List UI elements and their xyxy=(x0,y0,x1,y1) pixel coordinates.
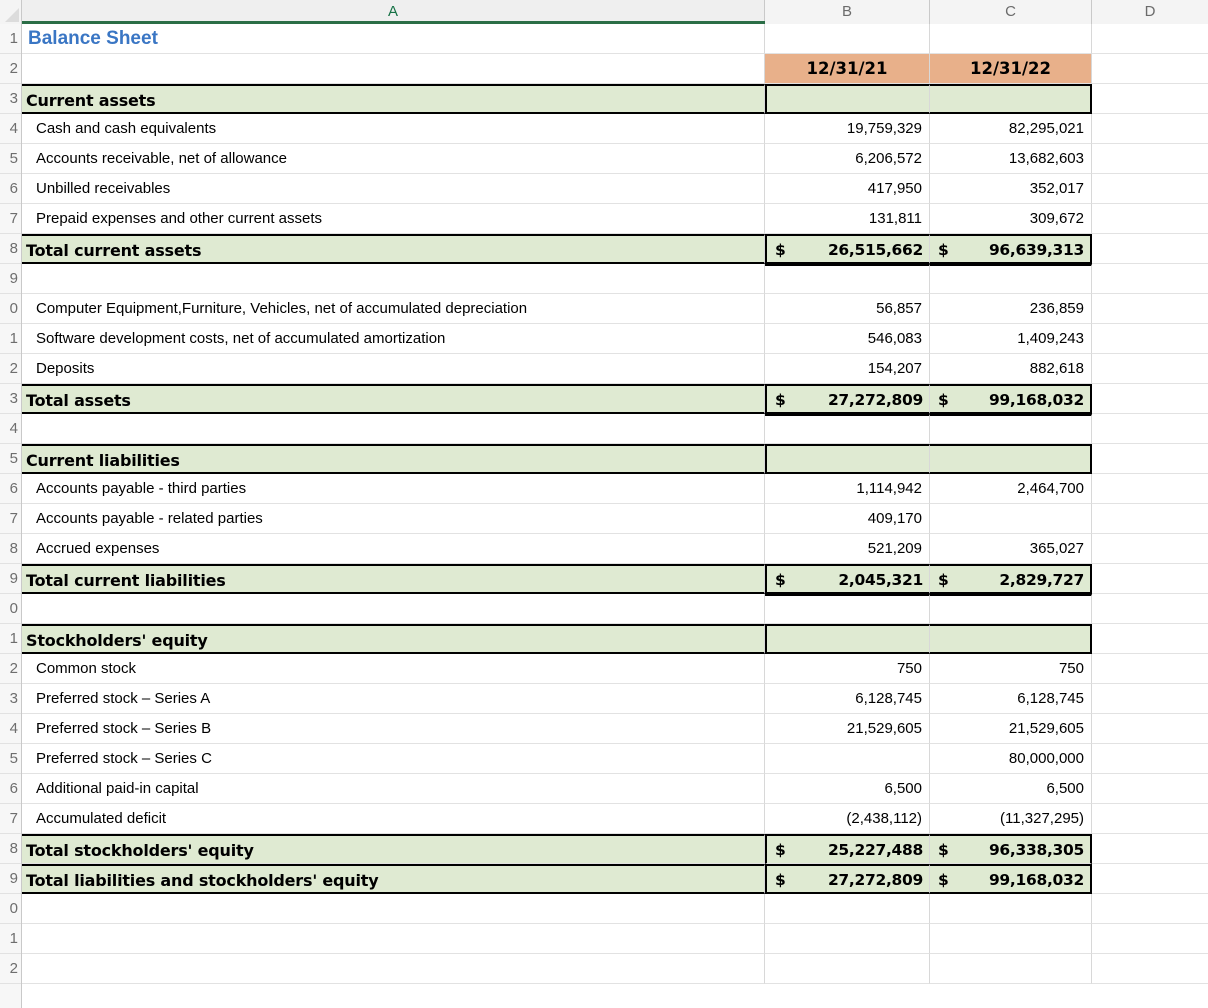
value-cell-b[interactable]: 21,529,605 xyxy=(765,714,930,744)
empty-cell-d[interactable] xyxy=(1092,684,1208,714)
currency-symbol: $ xyxy=(938,391,949,409)
value-cell-b[interactable]: 409,170 xyxy=(765,504,930,534)
empty-cell-d[interactable] xyxy=(1092,774,1208,804)
value-cell-c[interactable]: 236,859 xyxy=(930,294,1092,324)
line-item-label[interactable]: Additional paid-in capital xyxy=(22,774,765,804)
table-row xyxy=(22,594,1208,624)
row-header[interactable]: 6 xyxy=(0,774,21,804)
value-cell-c[interactable]: 80,000,000 xyxy=(930,744,1092,774)
value-cell-b[interactable]: 6,206,572 xyxy=(765,144,930,174)
currency-amount: 25,227,488 xyxy=(827,841,923,859)
table-row xyxy=(22,924,1208,954)
table-row xyxy=(22,624,1208,654)
value-cell-b[interactable] xyxy=(765,864,930,894)
value-cell-c[interactable] xyxy=(930,384,1092,414)
table-row xyxy=(22,174,1208,204)
value-cell-c[interactable] xyxy=(930,894,1092,924)
empty-cell-d[interactable] xyxy=(1092,354,1208,384)
line-item-label[interactable]: Accrued expenses xyxy=(22,534,765,564)
table-row xyxy=(22,384,1208,414)
table-row xyxy=(22,264,1208,294)
empty-cell-d[interactable] xyxy=(1092,834,1208,864)
row-header[interactable]: 8 xyxy=(0,534,21,564)
row-header[interactable]: 0 xyxy=(0,594,21,624)
table-row xyxy=(22,804,1208,834)
value-cell-c[interactable] xyxy=(930,564,1092,594)
empty-cell-d[interactable] xyxy=(1092,564,1208,594)
currency-symbol: $ xyxy=(938,571,949,589)
table-row xyxy=(22,714,1208,744)
row-header[interactable]: 1 xyxy=(0,24,21,54)
value-cell-c[interactable] xyxy=(930,954,1092,984)
value-cell-c[interactable] xyxy=(930,594,1092,624)
row-header[interactable]: 9 xyxy=(0,564,21,594)
value-cell-b[interactable] xyxy=(765,834,930,864)
empty-cell-d[interactable] xyxy=(1092,444,1208,474)
line-item-label[interactable]: Software development costs, net of accumulated amortization xyxy=(22,324,765,354)
line-item-label[interactable]: Preferred stock – Series A xyxy=(22,684,765,714)
line-item-label[interactable]: Unbilled receivables xyxy=(22,174,765,204)
currency-symbol: $ xyxy=(775,391,786,409)
value-cell-b[interactable]: 521,209 xyxy=(765,534,930,564)
value-cell-c[interactable]: 2,464,700 xyxy=(930,474,1092,504)
value-cell-b[interactable]: 546,083 xyxy=(765,324,930,354)
value-cell-c[interactable] xyxy=(930,234,1092,264)
currency-value xyxy=(767,836,929,864)
value-cell-b[interactable]: 131,811 xyxy=(765,204,930,234)
value-cell-c[interactable] xyxy=(930,24,1092,54)
row-header[interactable]: 0 xyxy=(0,294,21,324)
table-row xyxy=(22,894,1208,924)
table-row xyxy=(22,474,1208,504)
value-cell-b[interactable] xyxy=(765,894,930,924)
empty-cell-d[interactable] xyxy=(1092,744,1208,774)
empty-cell-d[interactable] xyxy=(1092,324,1208,354)
empty-cell-d[interactable] xyxy=(1092,114,1208,144)
table-row xyxy=(22,654,1208,684)
table-row xyxy=(22,954,1208,984)
value-cell-b[interactable] xyxy=(765,444,930,474)
value-cell-c[interactable]: 1,409,243 xyxy=(930,324,1092,354)
empty-cell-d[interactable] xyxy=(1092,714,1208,744)
value-cell-b[interactable] xyxy=(765,24,930,54)
currency-symbol: $ xyxy=(938,841,949,859)
value-cell-b[interactable] xyxy=(765,924,930,954)
row-header[interactable]: 2 xyxy=(0,354,21,384)
currency-value xyxy=(930,836,1090,864)
value-cell-b[interactable]: 56,857 xyxy=(765,294,930,324)
value-cell-c[interactable]: 365,027 xyxy=(930,534,1092,564)
value-cell-c[interactable]: 882,618 xyxy=(930,354,1092,384)
empty-cell-d[interactable] xyxy=(1092,474,1208,504)
row-header[interactable]: 5 xyxy=(0,144,21,174)
table-row xyxy=(22,444,1208,474)
line-item-label[interactable]: Deposits xyxy=(22,354,765,384)
empty-cell-d[interactable] xyxy=(1092,624,1208,654)
currency-value xyxy=(767,866,929,894)
value-cell-c[interactable]: 309,672 xyxy=(930,204,1092,234)
value-cell-b[interactable] xyxy=(765,414,930,444)
row-header[interactable]: 2 xyxy=(0,54,21,84)
page-title[interactable]: Balance Sheet xyxy=(22,24,765,54)
value-cell-c[interactable]: 21,529,605 xyxy=(930,714,1092,744)
row-header[interactable]: 6 xyxy=(0,474,21,504)
empty-cell-d[interactable] xyxy=(1092,654,1208,684)
value-cell-c[interactable]: 13,682,603 xyxy=(930,144,1092,174)
section-header-label[interactable]: Current liabilities xyxy=(22,444,765,474)
table-row xyxy=(22,864,1208,894)
table-row xyxy=(22,84,1208,114)
line-item-label[interactable]: Accounts receivable, net of allowance xyxy=(22,144,765,174)
currency-amount: 27,272,809 xyxy=(827,871,923,889)
value-cell-c[interactable] xyxy=(930,834,1092,864)
currency-amount: 2,045,321 xyxy=(838,571,923,589)
spacer-cell[interactable] xyxy=(22,594,765,624)
table-row xyxy=(22,774,1208,804)
table-row xyxy=(22,534,1208,564)
value-cell-b[interactable] xyxy=(765,954,930,984)
currency-symbol: $ xyxy=(938,871,949,889)
select-all-triangle-icon xyxy=(5,8,19,22)
cell-grid xyxy=(22,24,1208,1008)
spacer-cell[interactable] xyxy=(22,264,765,294)
value-cell-c[interactable] xyxy=(930,444,1092,474)
empty-cell-d[interactable] xyxy=(1092,594,1208,624)
total-row-label[interactable]: Total liabilities and stockholders' equity xyxy=(22,864,765,894)
total-row-label[interactable]: Total current liabilities xyxy=(22,564,765,594)
currency-value xyxy=(767,566,929,594)
currency-amount: 99,168,032 xyxy=(988,871,1084,889)
table-row xyxy=(22,294,1208,324)
value-cell-b[interactable] xyxy=(765,234,930,264)
value-cell-b[interactable]: 1,114,942 xyxy=(765,474,930,504)
value-cell-c[interactable]: 750 xyxy=(930,654,1092,684)
total-row-label[interactable]: Total current assets xyxy=(22,234,765,264)
value-cell-b[interactable] xyxy=(765,384,930,414)
table-row xyxy=(22,204,1208,234)
column-header-a[interactable]: A xyxy=(22,0,765,24)
currency-symbol: $ xyxy=(775,841,786,859)
table-row xyxy=(22,684,1208,714)
value-cell-b[interactable]: 750 xyxy=(765,654,930,684)
currency-value xyxy=(930,866,1090,894)
value-cell-c[interactable]: 352,017 xyxy=(930,174,1092,204)
row-header[interactable]: 4 xyxy=(0,714,21,744)
column-header-b[interactable]: B xyxy=(765,0,930,24)
row-header[interactable]: 7 xyxy=(0,504,21,534)
currency-value xyxy=(930,236,1090,264)
total-row-label[interactable]: Total assets xyxy=(22,384,765,414)
row-header[interactable]: 1 xyxy=(0,324,21,354)
row-header[interactable]: 7 xyxy=(0,204,21,234)
total-row-label[interactable]: Total stockholders' equity xyxy=(22,834,765,864)
currency-amount: 27,272,809 xyxy=(827,391,923,409)
line-item-label[interactable]: Accounts payable - related parties xyxy=(22,504,765,534)
column-header-c[interactable]: C xyxy=(930,0,1092,24)
row-header[interactable]: 3 xyxy=(0,384,21,414)
date-header-b[interactable]: 12/31/21 xyxy=(765,54,930,84)
line-item-label[interactable]: Preferred stock – Series B xyxy=(22,714,765,744)
row-header[interactable]: 1 xyxy=(0,624,21,654)
value-cell-c[interactable] xyxy=(930,924,1092,954)
row-header[interactable]: 9 xyxy=(0,864,21,894)
empty-cell-d[interactable] xyxy=(1092,924,1208,954)
row-header[interactable]: 1 xyxy=(0,924,21,954)
table-row xyxy=(22,114,1208,144)
section-header-label[interactable]: Stockholders' equity xyxy=(22,624,765,654)
empty-cell-d[interactable] xyxy=(1092,204,1208,234)
table-row xyxy=(22,744,1208,774)
line-item-label[interactable]: Cash and cash equivalents xyxy=(22,114,765,144)
value-cell-c[interactable]: 6,500 xyxy=(930,774,1092,804)
line-item-label[interactable]: Preferred stock – Series C xyxy=(22,744,765,774)
row-header[interactable]: 3 xyxy=(0,684,21,714)
line-item-label[interactable]: Accumulated deficit xyxy=(22,804,765,834)
value-cell-c[interactable] xyxy=(930,264,1092,294)
row-header[interactable]: 9 xyxy=(0,264,21,294)
table-row xyxy=(22,54,1208,84)
empty-cell-d[interactable] xyxy=(1092,414,1208,444)
table-row xyxy=(22,24,1208,54)
empty-cell-d[interactable] xyxy=(1092,264,1208,294)
empty-cell-d[interactable] xyxy=(1092,504,1208,534)
table-row xyxy=(22,564,1208,594)
empty-cell-d[interactable] xyxy=(1092,864,1208,894)
date-header-c[interactable]: 12/31/22 xyxy=(930,54,1092,84)
empty-cell-d[interactable] xyxy=(1092,174,1208,204)
value-cell-c[interactable]: 82,295,021 xyxy=(930,114,1092,144)
line-item-label[interactable]: Accounts payable - third parties xyxy=(22,474,765,504)
row-header[interactable]: 8 xyxy=(0,234,21,264)
empty-cell-d[interactable] xyxy=(1092,234,1208,264)
currency-value xyxy=(930,566,1090,594)
empty-cell[interactable] xyxy=(22,924,765,954)
empty-cell-d[interactable] xyxy=(1092,24,1208,54)
value-cell-c[interactable] xyxy=(930,504,1092,534)
empty-cell-d[interactable] xyxy=(1092,54,1208,84)
row-header[interactable]: 7 xyxy=(0,804,21,834)
row-header[interactable]: 2 xyxy=(0,954,21,984)
value-cell-b[interactable] xyxy=(765,744,930,774)
row-header[interactable]: 2 xyxy=(0,654,21,684)
column-header-d[interactable]: D xyxy=(1092,0,1208,24)
table-row xyxy=(22,834,1208,864)
table-row xyxy=(22,414,1208,444)
value-cell-b[interactable] xyxy=(765,624,930,654)
value-cell-b[interactable] xyxy=(765,84,930,114)
select-all-corner[interactable] xyxy=(0,0,22,24)
value-cell-b[interactable] xyxy=(765,564,930,594)
row-header[interactable]: 6 xyxy=(0,174,21,204)
line-item-label[interactable]: Common stock xyxy=(22,654,765,684)
currency-amount: 96,639,313 xyxy=(988,241,1084,259)
table-row xyxy=(22,234,1208,264)
empty-cell[interactable] xyxy=(22,54,765,84)
value-cell-c[interactable]: 6,128,745 xyxy=(930,684,1092,714)
empty-cell-d[interactable] xyxy=(1092,384,1208,414)
value-cell-b[interactable]: 154,207 xyxy=(765,354,930,384)
line-item-label[interactable]: Prepaid expenses and other current assets xyxy=(22,204,765,234)
empty-cell[interactable] xyxy=(22,894,765,924)
value-cell-c[interactable] xyxy=(930,84,1092,114)
currency-symbol: $ xyxy=(775,241,786,259)
row-header-gutter xyxy=(0,24,22,1008)
spacer-cell[interactable] xyxy=(22,414,765,444)
currency-symbol: $ xyxy=(775,871,786,889)
value-cell-b[interactable]: 19,759,329 xyxy=(765,114,930,144)
currency-amount: 26,515,662 xyxy=(827,241,923,259)
currency-amount: 2,829,727 xyxy=(999,571,1084,589)
row-header[interactable]: 0 xyxy=(0,894,21,924)
currency-amount: 96,338,305 xyxy=(988,841,1084,859)
currency-value xyxy=(767,386,929,414)
currency-symbol: $ xyxy=(775,571,786,589)
section-header-label[interactable]: Current assets xyxy=(22,84,765,114)
currency-value xyxy=(930,386,1090,414)
value-cell-c[interactable] xyxy=(930,864,1092,894)
value-cell-b[interactable] xyxy=(765,264,930,294)
currency-value xyxy=(767,236,929,264)
empty-cell-d[interactable] xyxy=(1092,144,1208,174)
table-row xyxy=(22,324,1208,354)
table-row xyxy=(22,504,1208,534)
empty-cell-d[interactable] xyxy=(1092,294,1208,324)
value-cell-b[interactable]: 417,950 xyxy=(765,174,930,204)
value-cell-c[interactable] xyxy=(930,414,1092,444)
table-row xyxy=(22,144,1208,174)
line-item-label[interactable]: Computer Equipment,Furniture, Vehicles, net of accumulated depreciation xyxy=(22,294,765,324)
row-header[interactable]: 5 xyxy=(0,744,21,774)
row-header[interactable]: 4 xyxy=(0,114,21,144)
currency-symbol: $ xyxy=(938,241,949,259)
empty-cell-d[interactable] xyxy=(1092,804,1208,834)
table-row xyxy=(22,354,1208,384)
empty-cell-d[interactable] xyxy=(1092,84,1208,114)
value-cell-b[interactable]: 6,500 xyxy=(765,774,930,804)
value-cell-b[interactable]: 6,128,745 xyxy=(765,684,930,714)
currency-amount: 99,168,032 xyxy=(988,391,1084,409)
row-header[interactable]: 8 xyxy=(0,834,21,864)
value-cell-c[interactable]: (11,327,295) xyxy=(930,804,1092,834)
empty-cell[interactable] xyxy=(22,954,765,984)
empty-cell-d[interactable] xyxy=(1092,534,1208,564)
column-header-row xyxy=(0,0,1208,24)
value-cell-b[interactable]: (2,438,112) xyxy=(765,804,930,834)
empty-cell-d[interactable] xyxy=(1092,954,1208,984)
row-header[interactable]: 5 xyxy=(0,444,21,474)
row-header[interactable]: 3 xyxy=(0,84,21,114)
value-cell-b[interactable] xyxy=(765,594,930,624)
empty-cell-d[interactable] xyxy=(1092,894,1208,924)
row-header[interactable]: 4 xyxy=(0,414,21,444)
value-cell-c[interactable] xyxy=(930,624,1092,654)
